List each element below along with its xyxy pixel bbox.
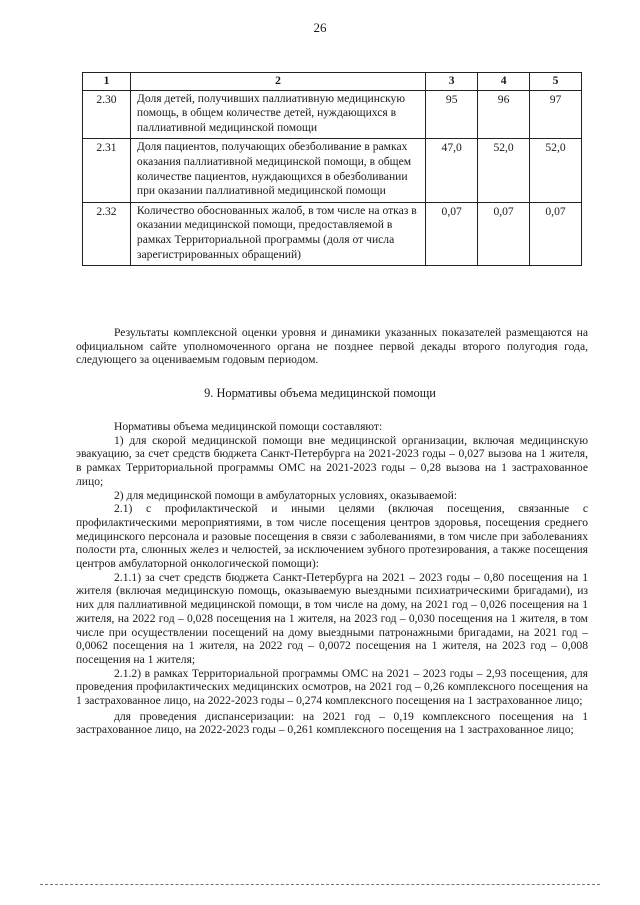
table-header-row: [83, 73, 582, 91]
row-value-col4: 96: [478, 90, 530, 139]
paragraph: Нормативы объема медицинской помощи составляют:: [114, 420, 383, 433]
row-value-col3: 47,0: [426, 139, 478, 202]
page-number: 26: [313, 20, 327, 35]
row-number: 2.30: [83, 90, 131, 139]
paragraph: 2.1.1) за счет средств бюджета Санкт-Петербурга на 2021 – 2023 годы – 0,80 посещения на 1 жителя (включая медицинскую помощь, оказываемую выездными психиатрическими бригадами), из них для паллиативной медицинской помощи, в том числе на дому, на 2021 год – 0,026 посещения на 1 жителя, на 2022 год – 0,028 посещения на 1 жителя, на 2023 год – 0,030 посещения на 1 жителя, в том числе при осуществлении посещений на дому выездными патронажными бригадами, на 2021 год – 0,0062 посещения на 1 жителя, на 2022 год – 0,0072 посещения на 1 жителя, на 2023 год – 0,008 посещения на 1 жителя;: [76, 570, 588, 666]
column-header: 3: [426, 73, 478, 91]
page-bottom-rule: [40, 884, 600, 885]
results-paragraph: Результаты комплексной оценки уровня и динамики указанных показателей размещаются на официальном сайте уполномоченного органа не позднее первой декады второго полугодия года, следующего за оцениваемым годовым периодом.: [76, 326, 588, 367]
paragraph: 1) для скорой медицинской помощи вне медицинской организации, включая медицинскую эвакуацию, за счет средств бюджета Санкт-Петербурга на 2021-2023 годы – 0,027 вызова на 1 жителя, в рамках Территориальной программы ОМС на 2021-2023 годы – 0,28 вызова на 1 застрахованное лицо;: [76, 433, 588, 488]
column-header: 1: [83, 73, 131, 91]
table-row: [83, 139, 582, 202]
table-row: [83, 90, 582, 139]
norms-text-block: [76, 420, 588, 737]
paragraph: 2.1.2) в рамках Территориальной программы ОМС на 2021 – 2023 годы – 2,93 посещения, для проведения профилактических медицинских осмотров, на 2021 год – 0,26 комплексного посещения на 1 застрахованное лицо, на 2022-2023 годы – 0,274 комплексного посещения на 1 застрахованное лицо;: [76, 666, 588, 708]
table-row: [83, 202, 582, 265]
row-value-col4: 0,07: [478, 202, 530, 265]
row-value-col3: 0,07: [426, 202, 478, 265]
results-paragraph-block: [76, 326, 588, 367]
row-value-col4: 52,0: [478, 139, 530, 202]
paragraph: для проведения диспансеризации: на 2021 год – 0,19 комплексного посещения на 1 застрахованное лицо, на 2022-2023 годы – 0,261 комплексного посещения на 1 застрахованное лицо;: [76, 709, 588, 737]
column-header: 4: [478, 73, 530, 91]
column-header: 5: [530, 73, 582, 91]
section-heading: 9. Нормативы объема медицинской помощи: [204, 386, 436, 400]
row-indicator-text: Количество обоснованных жалоб, в том числе на отказ в оказании медицинской помощи, предоставляемой в рамках Территориальной программы (доля от числа зарегистрированных обращений): [130, 202, 425, 265]
row-value-col5: 97: [530, 90, 582, 139]
indicators-table: [82, 72, 582, 266]
row-number: 2.32: [83, 202, 131, 265]
paragraph: 2.1) с профилактической и иными целями (включая посещения, связанные с профилактическими мероприятиями, в том числе посещения центров здоровья, посещения среднего медицинского персонала и разовые посещения в связи с заболеваниями, в том числе при заболеваниях полости рта, слюнных желез и челюстей, за исключением зубного протезирования, а также посещения центров амбулаторной онкологической помощи):: [76, 502, 588, 571]
row-value-col5: 0,07: [530, 202, 582, 265]
paragraph: 2) для медицинской помощи в амбулаторных условиях, оказываемой:: [114, 488, 458, 502]
row-value-col3: 95: [426, 90, 478, 139]
row-indicator-text: Доля пациентов, получающих обезболивание в рамках оказания паллиативной медицинской помощи, в общем количестве пациентов, нуждающихся в обезболивании при оказании паллиативной медицинской помощи: [130, 139, 425, 202]
row-indicator-text: Доля детей, получивших паллиативную медицинскую помощь, в общем количестве детей, нуждающихся в паллиативной медицинской помощи: [130, 90, 425, 139]
row-value-col5: 52,0: [530, 139, 582, 202]
column-header: 2: [130, 73, 425, 91]
row-number: 2.31: [83, 139, 131, 202]
